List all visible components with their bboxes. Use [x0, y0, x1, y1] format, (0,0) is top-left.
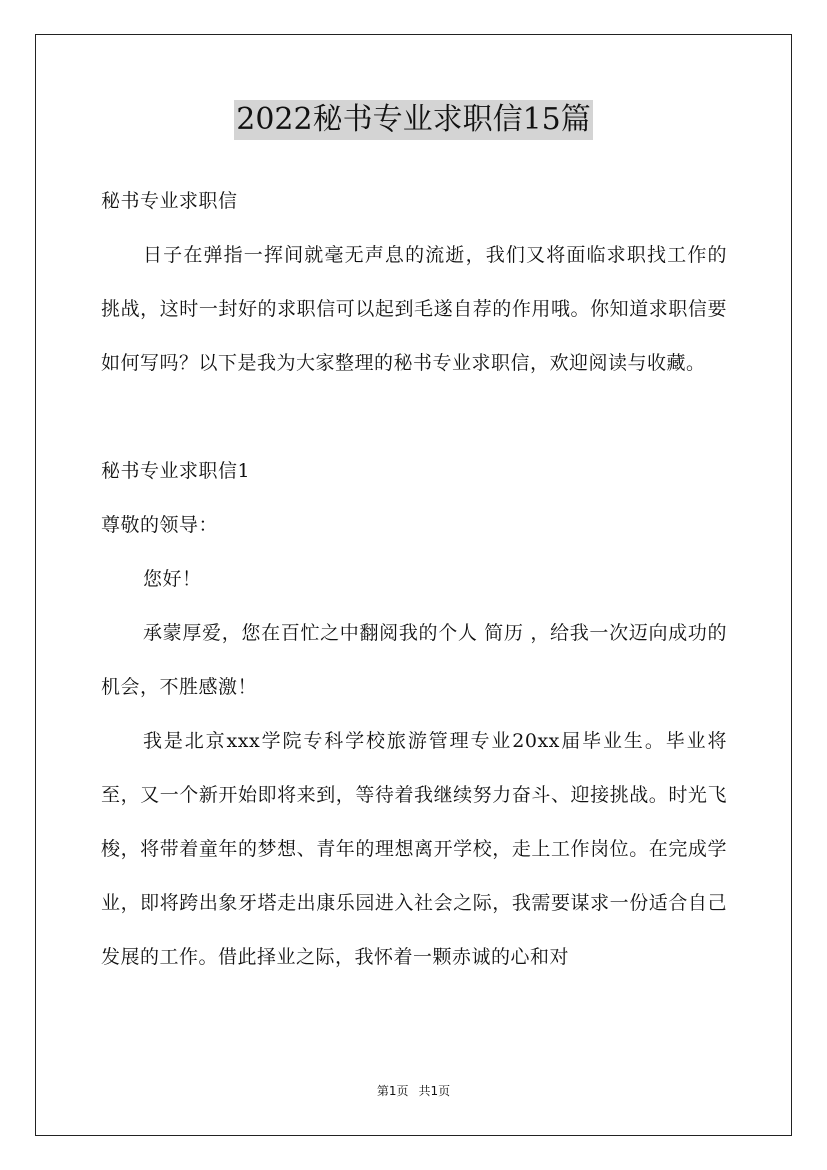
salutation: 尊敬的领导：: [101, 514, 219, 536]
document-title: 2022秘书专业求职信15篇: [234, 100, 593, 140]
intro-heading: 秘书专业求职信: [101, 190, 238, 212]
title-container: [0, 100, 827, 140]
letter-paragraph-1: 承蒙厚爱，您在百忙之中翻阅我的个人 简历 ，给我一次迈向成功的机会，不胜感激！: [101, 622, 727, 698]
page-number: 第1页: [376, 1084, 409, 1098]
blank-line: [101, 390, 727, 444]
letter-heading: 秘书专业求职信1: [101, 460, 251, 482]
intro-paragraph: 日子在弹指一挥间就毫无声息的流逝，我们又将面临求职找工作的挑战，这时一封好的求职信可以起到毛遂自荐的作用哦。你知道求职信要如何写吗？以下是我为大家整理的秘书专业求职信，欢迎阅读与收藏。: [101, 244, 727, 374]
letter-paragraph-2: 我是北京xxx学院专科学校旅游管理专业20xx届毕业生。毕业将至，又一个新开始即将来到，等待着我继续努力奋斗、迎接挑战。时光飞梭，将带着童年的梦想、青年的理想离开学校，走上工作岗位。在完成学业，即将跨出象牙塔走出康乐园进入社会之际，我需要谋求一份适合自己发展的工作。借此择业之际，我怀着一颗赤诚的心和对: [101, 730, 727, 968]
page-total: 共1页: [418, 1084, 451, 1098]
greeting: 您好！: [143, 568, 202, 590]
document-body: [101, 174, 727, 984]
page-footer: [0, 1083, 827, 1099]
